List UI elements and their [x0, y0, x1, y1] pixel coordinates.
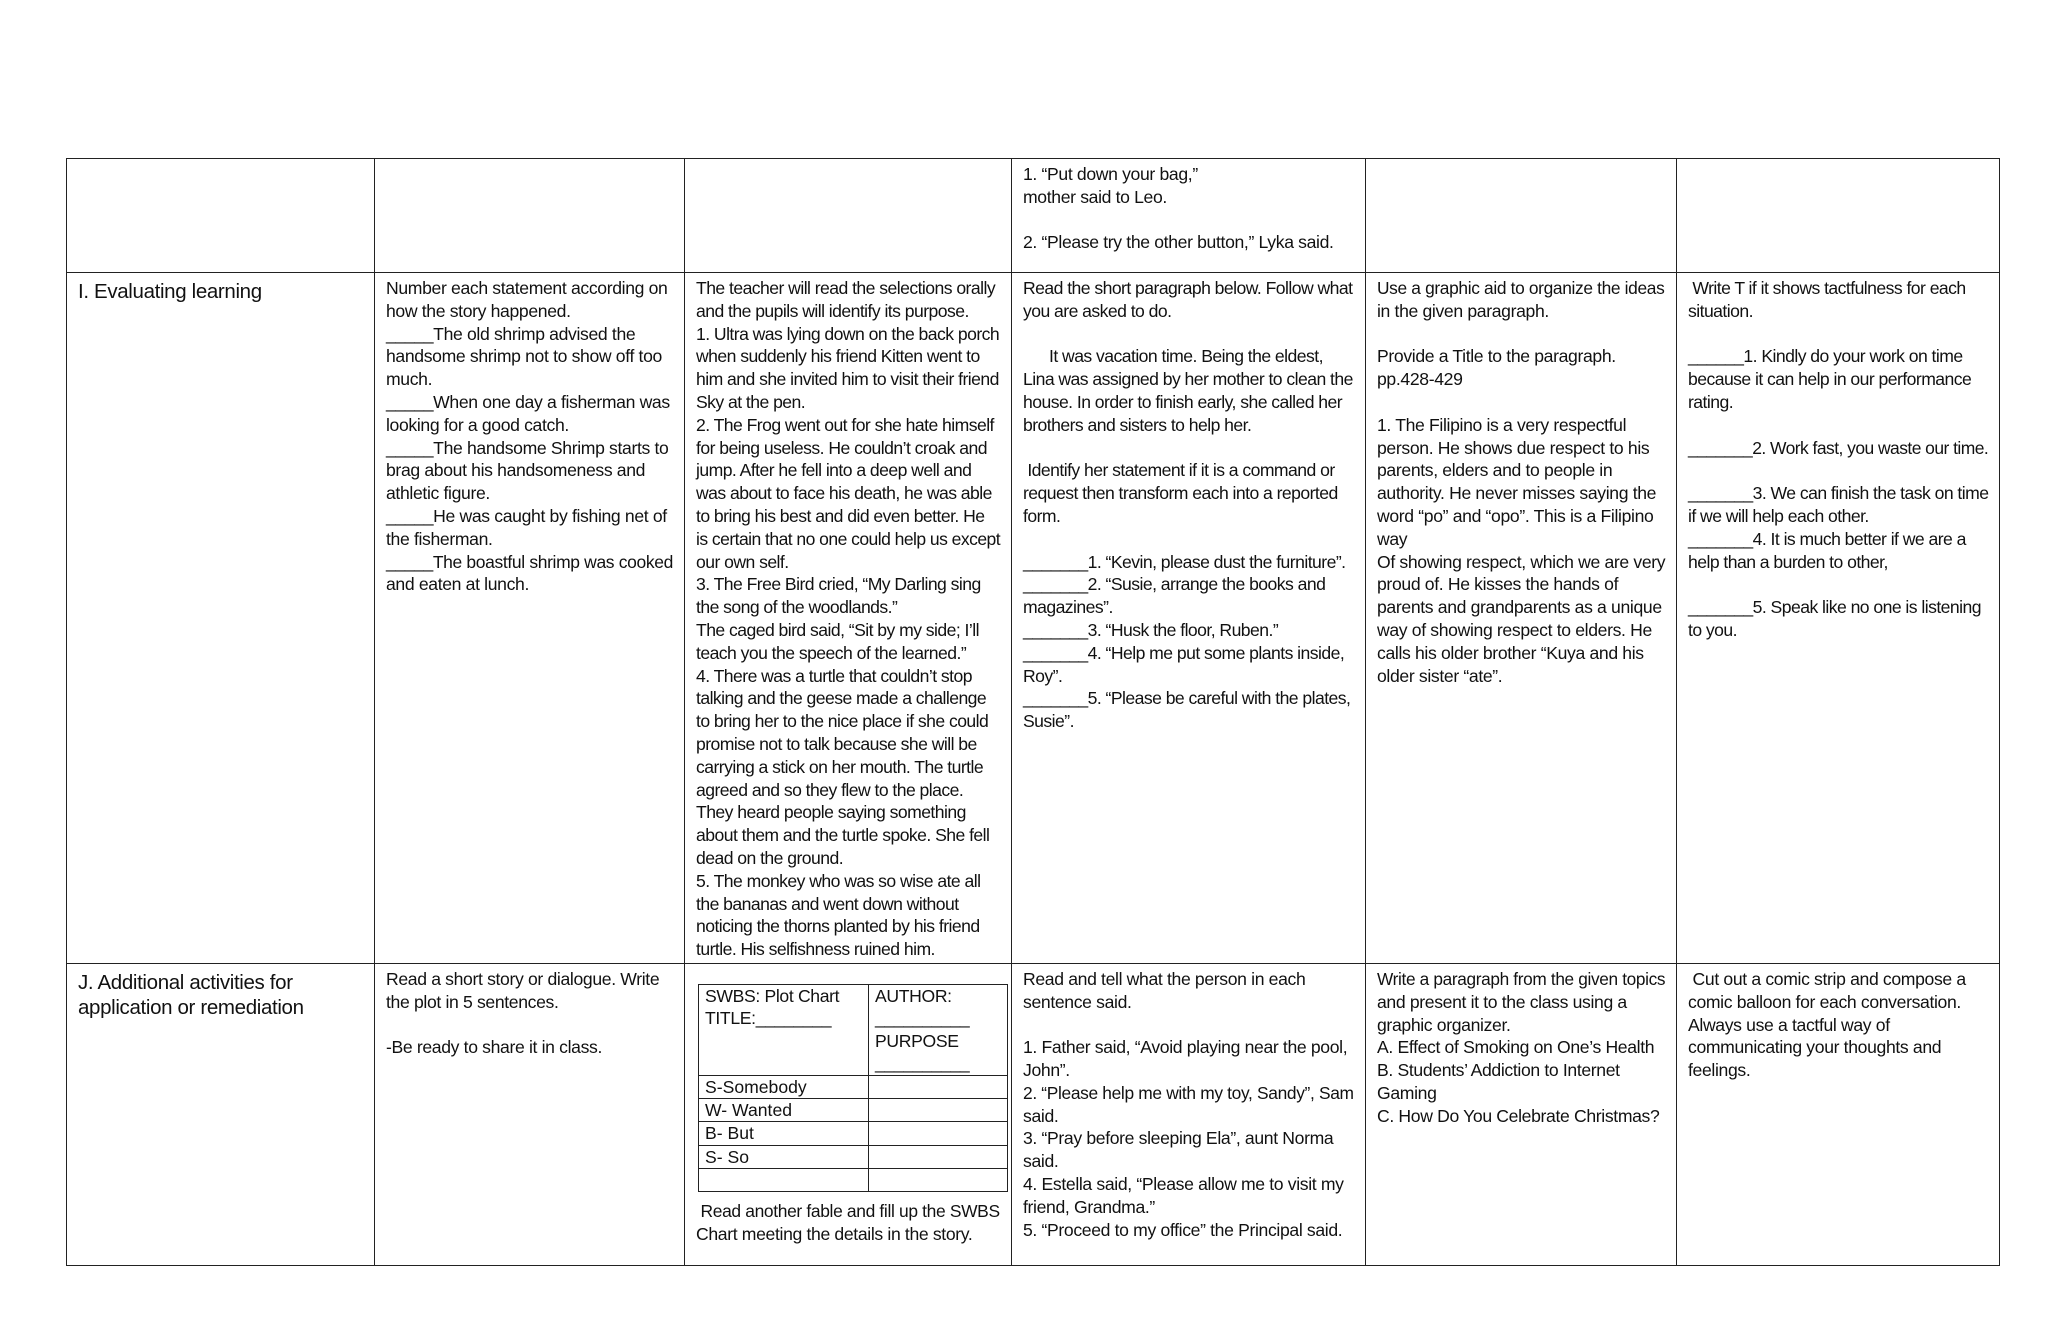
- text-line: looking for a good catch.: [386, 414, 569, 435]
- text-line: _______5. Speak like no one is listening: [1688, 597, 1981, 618]
- text-line: 3. “Pray before sleeping Ela”, aunt Norma: [1023, 1128, 1334, 1149]
- text-line: C. How Do You Celebrate Christmas?: [1377, 1105, 1660, 1126]
- text-line: Write a paragraph from the given topics: [1377, 968, 1666, 989]
- text-line: sentence said.: [1023, 991, 1132, 1012]
- text-line: Cut out a comic strip and compose a: [1688, 968, 1966, 989]
- swbs-row: [699, 1098, 1008, 1121]
- text-line: SWBS: Plot Chart: [705, 985, 840, 1006]
- text-line: Gaming: [1377, 1082, 1437, 1103]
- text-line: Read and tell what the person in each: [1023, 968, 1306, 989]
- blank-line: [1023, 437, 1354, 460]
- text-line: 4. Estella said, “Please allow me to visit my: [1023, 1174, 1344, 1195]
- text-line: help than a burden to other,: [1688, 551, 1888, 572]
- text-line: B. Students’ Addiction to Internet: [1377, 1060, 1620, 1081]
- swbs-row: [699, 1145, 1008, 1168]
- text-line: the bananas and went down without: [696, 893, 959, 914]
- text-line: him and she invited him to visit their friend: [696, 369, 999, 390]
- text-line: and present it to the class using a: [1377, 991, 1627, 1012]
- text-line: for being useless. He couldn’t croak and: [696, 437, 987, 458]
- row-label-text: I. Evaluating learning: [78, 280, 262, 303]
- text-line: _____The handsome Shrimp starts to: [386, 437, 669, 458]
- blank-line: [1688, 459, 1988, 482]
- text-line: Write T if it shows tactfulness for each: [1688, 278, 1966, 298]
- text-line: word “po” and “opo”. This is a Filipino: [1377, 505, 1654, 526]
- blank-line: [1688, 573, 1988, 596]
- swbs-row-blank: [869, 1122, 1008, 1145]
- text-line: said.: [1023, 1151, 1059, 1172]
- text-line: form.: [1023, 505, 1061, 526]
- text-line: carrying a stick on her mouth. The turtle: [696, 756, 984, 777]
- lesson-plan-table: [66, 158, 2000, 1266]
- text-line: jump. After he fell into a deep well and: [696, 460, 972, 481]
- text-line: mother said to Leo.: [1023, 186, 1167, 207]
- text-line: __________: [875, 1053, 970, 1074]
- text-line: handsome shrimp not to show off too: [386, 346, 662, 367]
- swbs-row-label: B- But: [699, 1122, 869, 1145]
- text-line: when suddenly his friend Kitten went to: [696, 346, 980, 367]
- cell-additional-col1: [375, 963, 685, 1265]
- swbs-row: [699, 1122, 1008, 1145]
- swbs-empty-cell: [869, 1169, 1008, 1192]
- text-line: 1. The Filipino is a very respectful: [1377, 414, 1627, 435]
- swbs-header-row: [699, 984, 1008, 1075]
- text-line: comic balloon for each conversation.: [1688, 991, 1961, 1012]
- swbs-row-label: S-Somebody: [699, 1075, 869, 1098]
- cell-additional-col3: [1012, 963, 1366, 1265]
- text-line: our own self.: [696, 551, 789, 572]
- text-line: -Be ready to share it in class.: [386, 1037, 603, 1058]
- text-line: noticing the thorns planted by his friend: [696, 916, 980, 937]
- text-line: situation.: [1688, 300, 1753, 321]
- text-line: brothers and sisters to help her.: [1023, 414, 1252, 435]
- text-line: Provide a Title to the paragraph.: [1377, 346, 1616, 367]
- text-line: communicating your thoughts and: [1688, 1037, 1942, 1058]
- blank-line: [386, 1014, 673, 1037]
- text-line: the fisherman.: [386, 528, 493, 549]
- blank-line: [1377, 391, 1665, 414]
- text-line: rating.: [1688, 391, 1734, 412]
- table-row-additional-activities: [67, 963, 2000, 1265]
- swbs-row-blank: [869, 1098, 1008, 1121]
- table-row-top: [67, 159, 2000, 273]
- text-line: 1. Father said, “Avoid playing near the pool,: [1023, 1037, 1348, 1058]
- swbs-empty-cell: [699, 1169, 869, 1192]
- text-line: Lina was assigned by her mother to clean the: [1023, 369, 1353, 390]
- text-line: parents and grandparents as a unique: [1377, 597, 1662, 618]
- text-line: _____The old shrimp advised the: [386, 323, 636, 344]
- text-line: Read another fable and fill up the SWBS: [696, 1201, 1000, 1222]
- text-line: Of showing respect, which we are very: [1377, 551, 1666, 572]
- text-line: friend, Grandma.”: [1023, 1196, 1155, 1217]
- text-line: magazines”.: [1023, 597, 1113, 618]
- text-line: talking and the geese made a challenge: [696, 688, 987, 709]
- text-line: to you.: [1688, 619, 1737, 640]
- text-line: much.: [386, 369, 433, 390]
- text-line: Chart meeting the details in the story.: [696, 1223, 973, 1244]
- swbs-row-label: W- Wanted: [699, 1098, 869, 1121]
- swbs-plot-chart: [698, 984, 1008, 1192]
- cell-top-col2: [685, 159, 1012, 273]
- cell-additional-col2: [685, 963, 1012, 1265]
- text-line: 2. “Please try the other button,” Lyka said.: [1023, 232, 1334, 253]
- text-line: Always use a tactful way of: [1688, 1014, 1890, 1035]
- text-line: Read the short paragraph below. Follow what: [1023, 278, 1353, 298]
- text-line: 3. The Free Bird cried, “My Darling sing: [696, 574, 981, 595]
- text-line: said.: [1023, 1105, 1059, 1126]
- text-line: Susie”.: [1023, 711, 1074, 732]
- cell-top-col3: [1012, 159, 1366, 273]
- text-line: you are asked to do.: [1023, 300, 1172, 321]
- text-line: the song of the woodlands.”: [696, 597, 898, 618]
- text-line: J. Additional activities for: [78, 970, 293, 994]
- text-line: _______3. We can finish the task on time: [1688, 483, 1989, 504]
- text-line: _______4. “Help me put some plants inside,: [1023, 642, 1345, 663]
- text-line: older sister “ate”.: [1377, 665, 1503, 686]
- text-line: way: [1377, 528, 1408, 549]
- text-line: feelings.: [1688, 1060, 1751, 1081]
- text-line: because it can help in our performance: [1688, 369, 1972, 390]
- text-line: _______2. Work fast, you waste our time.: [1688, 437, 1989, 458]
- row-label-evaluating-learning: [67, 273, 375, 964]
- text-line: Identify her statement if it is a command or: [1023, 460, 1335, 481]
- text-line: if we will help each other.: [1688, 505, 1869, 526]
- text-line: person. He shows due respect to his: [1377, 437, 1650, 458]
- cell-evaluating-col1: [375, 273, 685, 964]
- text-line: _____He was caught by fishing net of: [386, 505, 667, 526]
- text-line: AUTHOR:: [875, 985, 952, 1006]
- text-line: A. Effect of Smoking on One’s Health: [1377, 1037, 1655, 1058]
- text-line: _____The boastful shrimp was cooked: [386, 551, 673, 572]
- swbs-row-empty: [699, 1169, 1008, 1192]
- text-line: Number each statement according on: [386, 278, 668, 298]
- blank-line: [1377, 323, 1665, 346]
- text-line: 5. The monkey who was so wise ate all: [696, 870, 981, 891]
- text-line: request then transform each into a reported: [1023, 483, 1338, 504]
- text-line: brag about his handsomeness and: [386, 460, 646, 481]
- text-line: calls his older brother “Kuya and his: [1377, 642, 1644, 663]
- text-line: 2. “Please help me with my toy, Sandy”, Sam: [1023, 1082, 1354, 1103]
- cell-evaluating-col5: [1677, 273, 2000, 964]
- text-line: authority. He never misses saying the: [1377, 483, 1657, 504]
- swbs-title-cell: [699, 984, 869, 1075]
- blank-line: [1688, 414, 1988, 437]
- text-line: way of showing respect to elders. He: [1377, 619, 1652, 640]
- cell-evaluating-col2: [685, 273, 1012, 964]
- cell-evaluating-col3: [1012, 273, 1366, 964]
- text-line: PURPOSE: [875, 1030, 959, 1051]
- text-line: 5. “Proceed to my office” the Principal said.: [1023, 1219, 1343, 1240]
- blank-line: [1023, 323, 1354, 346]
- text-line: and the pupils will identify its purpose.: [696, 300, 969, 321]
- text-line: John”.: [1023, 1060, 1070, 1081]
- text-line: pp.428-429: [1377, 369, 1463, 390]
- text-line: to bring his best and did even better. He: [696, 505, 985, 526]
- text-line: 1. “Put down your bag,”: [1023, 164, 1198, 184]
- cell-additional-col5: [1677, 963, 2000, 1265]
- text-line: turtle. His selfishness ruined him.: [696, 939, 935, 960]
- text-line: _______2. “Susie, arrange the books and: [1023, 574, 1326, 595]
- swbs-instructions: [696, 1200, 1000, 1246]
- swbs-row-blank: [869, 1075, 1008, 1098]
- text-line: house. In order to finish early, she called her: [1023, 391, 1343, 412]
- text-line: It was vacation time. Being the eldest,: [1023, 346, 1323, 367]
- row-label-additional-activities: [67, 963, 375, 1265]
- text-line: how the story happened.: [386, 300, 571, 321]
- cell-additional-col4: [1366, 963, 1677, 1265]
- text-line: is certain that no one could help us except: [696, 528, 1001, 549]
- blank-line: [1688, 323, 1988, 346]
- text-line: _______1. “Kevin, please dust the furniture”.: [1023, 551, 1346, 572]
- text-line: They heard people saying something: [696, 802, 966, 823]
- text-line: _______3. “Husk the floor, Ruben.”: [1023, 619, 1279, 640]
- table-row-evaluating-learning: [67, 273, 2000, 964]
- swbs-row: [699, 1075, 1008, 1098]
- text-line: _______5. “Please be careful with the plates,: [1023, 688, 1351, 709]
- text-line: about them and the turtle spoke. She fell: [696, 825, 990, 846]
- text-line: 2. The Frog went out for she hate himself: [696, 414, 994, 435]
- text-line: to bring her to the nice place if she could: [696, 711, 989, 732]
- text-line: Roy”.: [1023, 665, 1063, 686]
- text-line: 1. Ultra was lying down on the back porch: [696, 323, 1000, 344]
- text-line: Read a short story or dialogue. Write: [386, 968, 660, 989]
- text-line: The caged bird said, “Sit by my side; I’ll: [696, 619, 979, 640]
- text-line: agreed and so they flew to the place.: [696, 779, 964, 800]
- text-line: and eaten at lunch.: [386, 574, 530, 595]
- text-line: dead on the ground.: [696, 847, 844, 868]
- cell-top-col5: [1677, 159, 2000, 273]
- cell-top-label: [67, 159, 375, 273]
- text-line: parents, elders and to people in: [1377, 460, 1613, 481]
- text-line: the plot in 5 sentences.: [386, 991, 559, 1012]
- cell-top-col4: [1366, 159, 1677, 273]
- text-line: _______4. It is much better if we are a: [1688, 528, 1966, 549]
- text-line: graphic organizer.: [1377, 1014, 1511, 1035]
- blank-line: [1023, 1014, 1354, 1037]
- text-line: athletic figure.: [386, 483, 490, 504]
- text-line: ______1. Kindly do your work on time: [1688, 346, 1963, 367]
- text-line: promise not to talk because she will be: [696, 733, 977, 754]
- text-line: proud of. He kisses the hands of: [1377, 574, 1619, 595]
- text-line: was about to face his death, he was able: [696, 483, 992, 504]
- text-line: Use a graphic aid to organize the ideas: [1377, 278, 1665, 298]
- text-line: in the given paragraph.: [1377, 300, 1549, 321]
- text-line: teach you the speech of the learned.”: [696, 642, 967, 663]
- text-line: The teacher will read the selections orally: [696, 278, 996, 298]
- text-line: Sky at the pen.: [696, 391, 806, 412]
- cell-top-col1: [375, 159, 685, 273]
- swbs-row-blank: [869, 1145, 1008, 1168]
- swbs-author-cell: [869, 984, 1008, 1075]
- cell-evaluating-col4: [1366, 273, 1677, 964]
- text-line: TITLE:________: [705, 1008, 832, 1029]
- text-line: _____When one day a fisherman was: [386, 391, 670, 412]
- blank-line: [1023, 209, 1354, 232]
- text-line: __________: [875, 1008, 970, 1029]
- text-line: 4. There was a turtle that couldn’t stop: [696, 665, 972, 686]
- text-line: application or remediation: [78, 995, 304, 1019]
- swbs-row-label: S- So: [699, 1145, 869, 1168]
- blank-line: [1023, 528, 1354, 551]
